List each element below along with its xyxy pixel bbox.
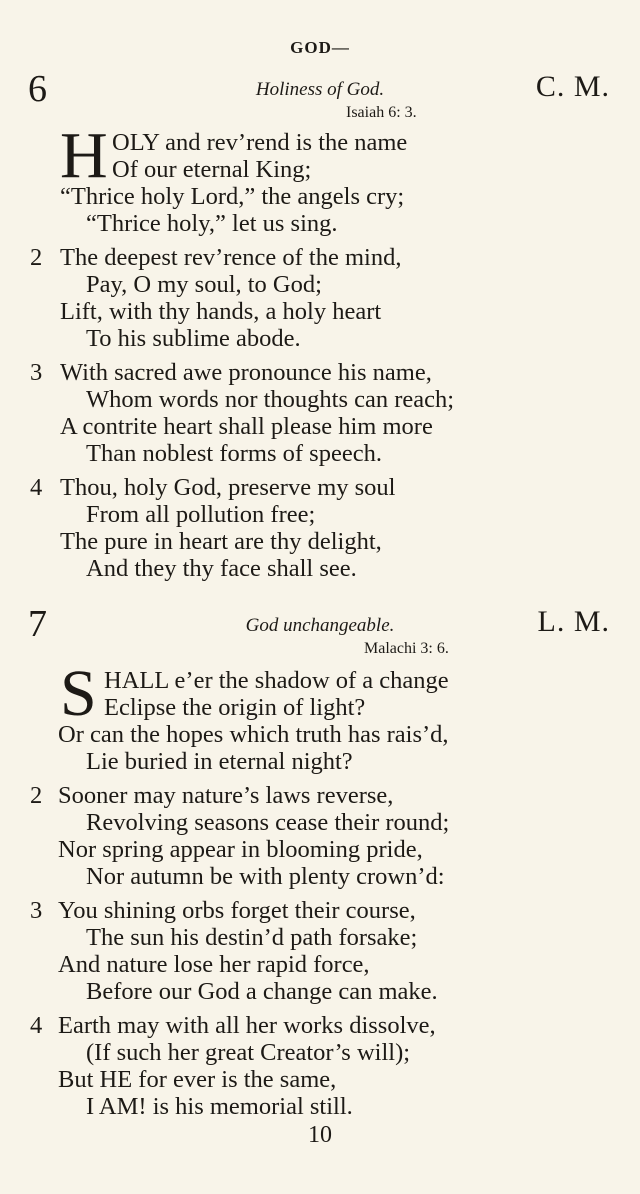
hymn-meter: L. M.	[537, 605, 610, 638]
verse-line: Than noblest forms of speech.	[86, 440, 382, 467]
verse-number: 3	[30, 359, 43, 386]
drop-cap: H	[60, 119, 108, 192]
verse-line: I AM! is his memorial still.	[86, 1093, 353, 1120]
hymn-number: 6	[28, 68, 47, 110]
verse-line: Lift, with thy hands, a holy heart	[60, 298, 382, 325]
verse-line: You shining orbs forget their course,	[58, 897, 416, 924]
verse-number: 4	[30, 474, 43, 501]
verse-line: And they thy face shall see.	[86, 555, 357, 582]
verse-line: Sooner may nature’s laws reverse,	[58, 782, 394, 809]
verse-line-text: e’er the shadow of a change	[168, 667, 449, 694]
verse-number: 3	[30, 897, 43, 924]
verse-line: Or can the hopes which truth has rais’d,	[58, 721, 449, 748]
hymn-number: 7	[28, 603, 47, 645]
drop-cap: S	[60, 657, 97, 730]
verse-line: “Thrice holy Lord,” the angels cry;	[60, 183, 405, 210]
verse-line: The deepest rev’rence of the mind,	[60, 244, 402, 271]
scripture-reference: Malachi 3: 6.	[364, 640, 449, 657]
hymn-meter: C. M.	[535, 70, 610, 103]
hymn-title: Holiness of God.	[255, 79, 385, 100]
verse-number: 2	[30, 244, 43, 271]
page-number: 10	[308, 1122, 332, 1148]
verse-line: And nature lose her rapid force,	[58, 951, 370, 978]
verse-line: (If such her great Creator’s will);	[86, 1039, 411, 1066]
verse-line: The sun his destin’d path forsake;	[86, 924, 418, 951]
verse-line: To his sublime abode.	[86, 325, 301, 352]
running-head: GOD—	[290, 38, 350, 57]
verse-line: A contrite heart shall please him more	[60, 413, 433, 440]
verse-line: Lie buried in eternal night?	[86, 748, 353, 775]
first-word-rest: OLY	[112, 129, 159, 156]
verse-line: Of our eternal King;	[112, 156, 312, 183]
verse-line: From all pollution free;	[86, 501, 316, 528]
verse-line: Eclipse the origin of light?	[104, 694, 366, 721]
verse-line: The pure in heart are thy delight,	[60, 528, 382, 555]
verse-line: Before our God a change can make.	[86, 978, 438, 1005]
scripture-reference: Isaiah 6: 3.	[346, 104, 417, 121]
verse-line: Thou, holy God, preserve my soul	[60, 474, 396, 501]
verse-line	[112, 130, 407, 156]
verse-line: Nor spring appear in blooming pride,	[58, 836, 423, 863]
verse-number: 2	[30, 782, 43, 809]
verse-line: “Thrice holy,” let us sing.	[86, 210, 338, 237]
verse-line: Earth may with all her works dissolve,	[58, 1012, 436, 1039]
verse-line: But HE for ever is the same,	[58, 1066, 337, 1093]
hymn-title: God unchangeable.	[245, 615, 395, 636]
verse-line: With sacred awe pronounce his name,	[60, 359, 432, 386]
verse-number: 4	[30, 1012, 43, 1039]
verse-line: Whom words nor thoughts can reach;	[86, 386, 455, 413]
verse-line: Nor autumn be with plenty crown’d:	[86, 863, 445, 890]
first-word-rest: HALL	[104, 667, 169, 694]
verse-line	[104, 668, 449, 694]
verse-line: Pay, O my soul, to God;	[86, 271, 322, 298]
verse-line: Revolving seasons cease their round;	[86, 809, 450, 836]
verse-line-text: and rev’rend is the name	[159, 129, 408, 156]
